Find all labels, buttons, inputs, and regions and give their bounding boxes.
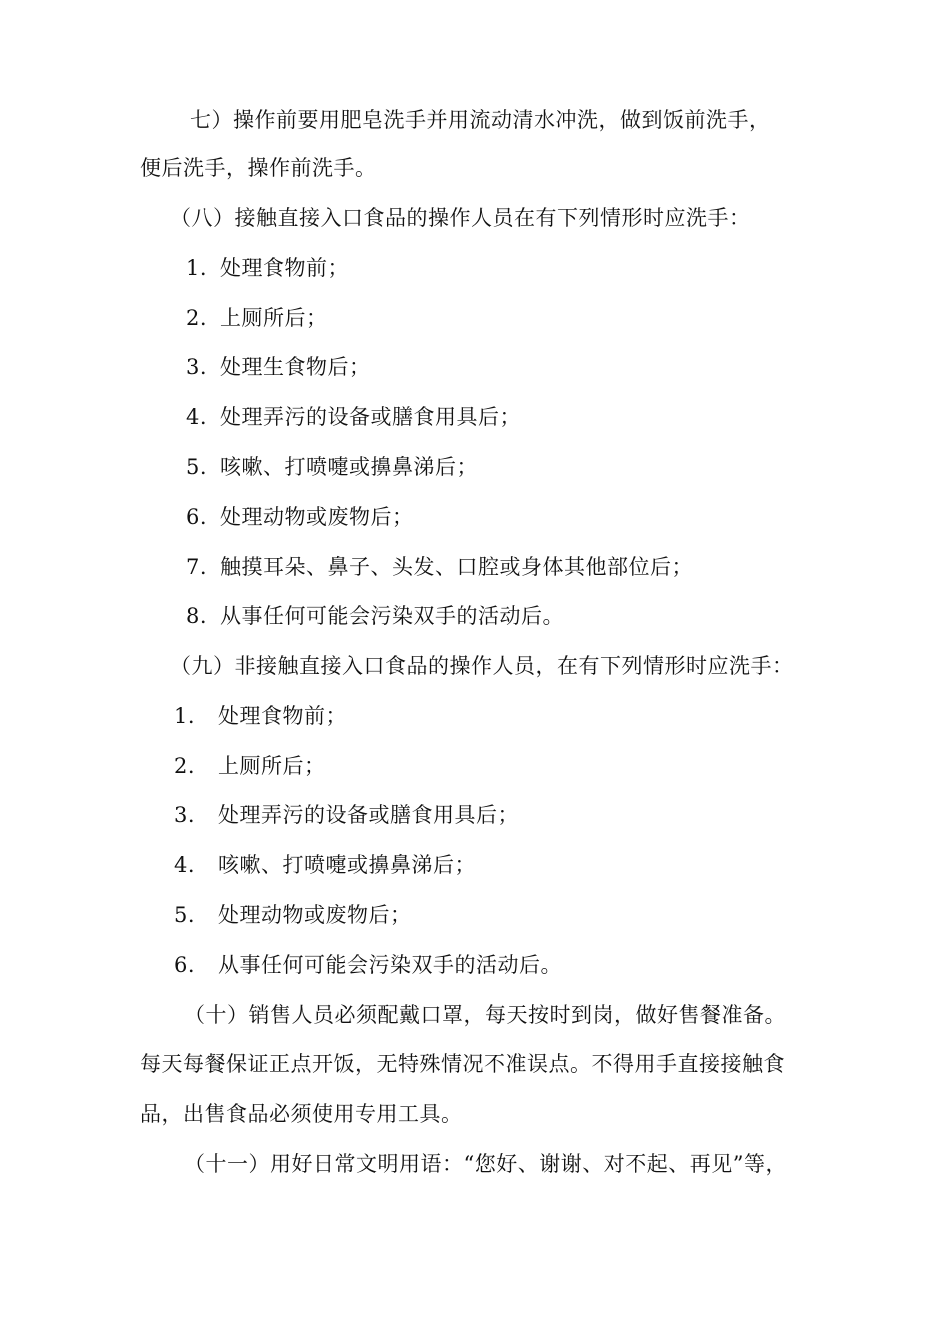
item-text: 处理弄污的设备或膳食用具后； — [220, 405, 521, 429]
item-number: 8. — [186, 604, 208, 628]
section-9-heading: （九）非接触直接入口食品的操作人员，在有下列情形时应洗手： — [170, 654, 794, 678]
section-8-item — [186, 402, 521, 432]
section-8-item — [186, 502, 414, 532]
paragraph-7-line-1: 七）操作前要用肥皂洗手并用流动清水冲洗，做到饭前洗手， — [190, 108, 771, 132]
section-9-item — [174, 950, 562, 980]
paragraph-11-line-1: （十一）用好日常文明用语：“您好、谢谢、对不起、再见”等， — [184, 1152, 787, 1176]
item-number: 3. — [186, 355, 208, 379]
item-number: 2. — [174, 754, 196, 778]
section-9-item — [174, 800, 519, 830]
item-text: 处理动物或废物后； — [220, 505, 414, 529]
item-number: 5. — [174, 903, 196, 927]
item-text: 处理生食物后； — [220, 355, 371, 379]
item-number: 5. — [186, 455, 208, 479]
item-text: 咳嗽、打喷嚏或擤鼻涕后； — [220, 455, 478, 479]
section-8-item — [186, 253, 349, 283]
paragraph-7-line-2: 便后洗手，操作前洗手。 — [140, 156, 377, 180]
item-text: 上厕所后； — [220, 306, 328, 330]
paragraph-10-line-3: 品，出售食品必须使用专用工具。 — [140, 1102, 463, 1126]
section-8-item — [186, 601, 564, 631]
section-9-item — [174, 701, 347, 731]
section-8-item — [186, 552, 693, 582]
item-number: 1. — [174, 704, 196, 728]
item-text: 处理弄污的设备或膳食用具后； — [218, 803, 519, 827]
item-number: 6. — [174, 953, 196, 977]
item-number: 7. — [186, 555, 208, 579]
item-number: 4. — [174, 853, 196, 877]
section-9-item — [174, 751, 326, 781]
item-text: 处理动物或废物后； — [218, 903, 412, 927]
section-9-item — [174, 850, 476, 880]
item-number: 1. — [186, 256, 208, 280]
item-text: 处理食物前； — [220, 256, 349, 280]
section-8-item — [186, 352, 371, 382]
item-text: 从事任何可能会污染双手的活动后。 — [218, 953, 562, 977]
section-8-heading: （八）接触直接入口食品的操作人员在有下列情形时应洗手： — [170, 206, 751, 230]
item-text: 咳嗽、打喷嚏或擤鼻涕后； — [218, 853, 476, 877]
section-9-item — [174, 900, 412, 930]
item-text: 处理食物前； — [218, 704, 347, 728]
item-text: 从事任何可能会污染双手的活动后。 — [220, 604, 564, 628]
item-number: 4. — [186, 405, 208, 429]
item-text: 触摸耳朵、鼻子、头发、口腔或身体其他部位后； — [220, 555, 693, 579]
section-8-item — [186, 303, 328, 333]
paragraph-10-line-1: （十）销售人员必须配戴口罩，每天按时到岗，做好售餐准备。 — [184, 1003, 786, 1027]
item-text: 上厕所后； — [218, 754, 326, 778]
item-number: 2. — [186, 306, 208, 330]
item-number: 3. — [174, 803, 196, 827]
paragraph-10-line-2: 每天每餐保证正点开饭，无特殊情况不准误点。不得用手直接接触食 — [140, 1052, 785, 1076]
item-number: 6. — [186, 505, 208, 529]
section-8-item — [186, 452, 478, 482]
